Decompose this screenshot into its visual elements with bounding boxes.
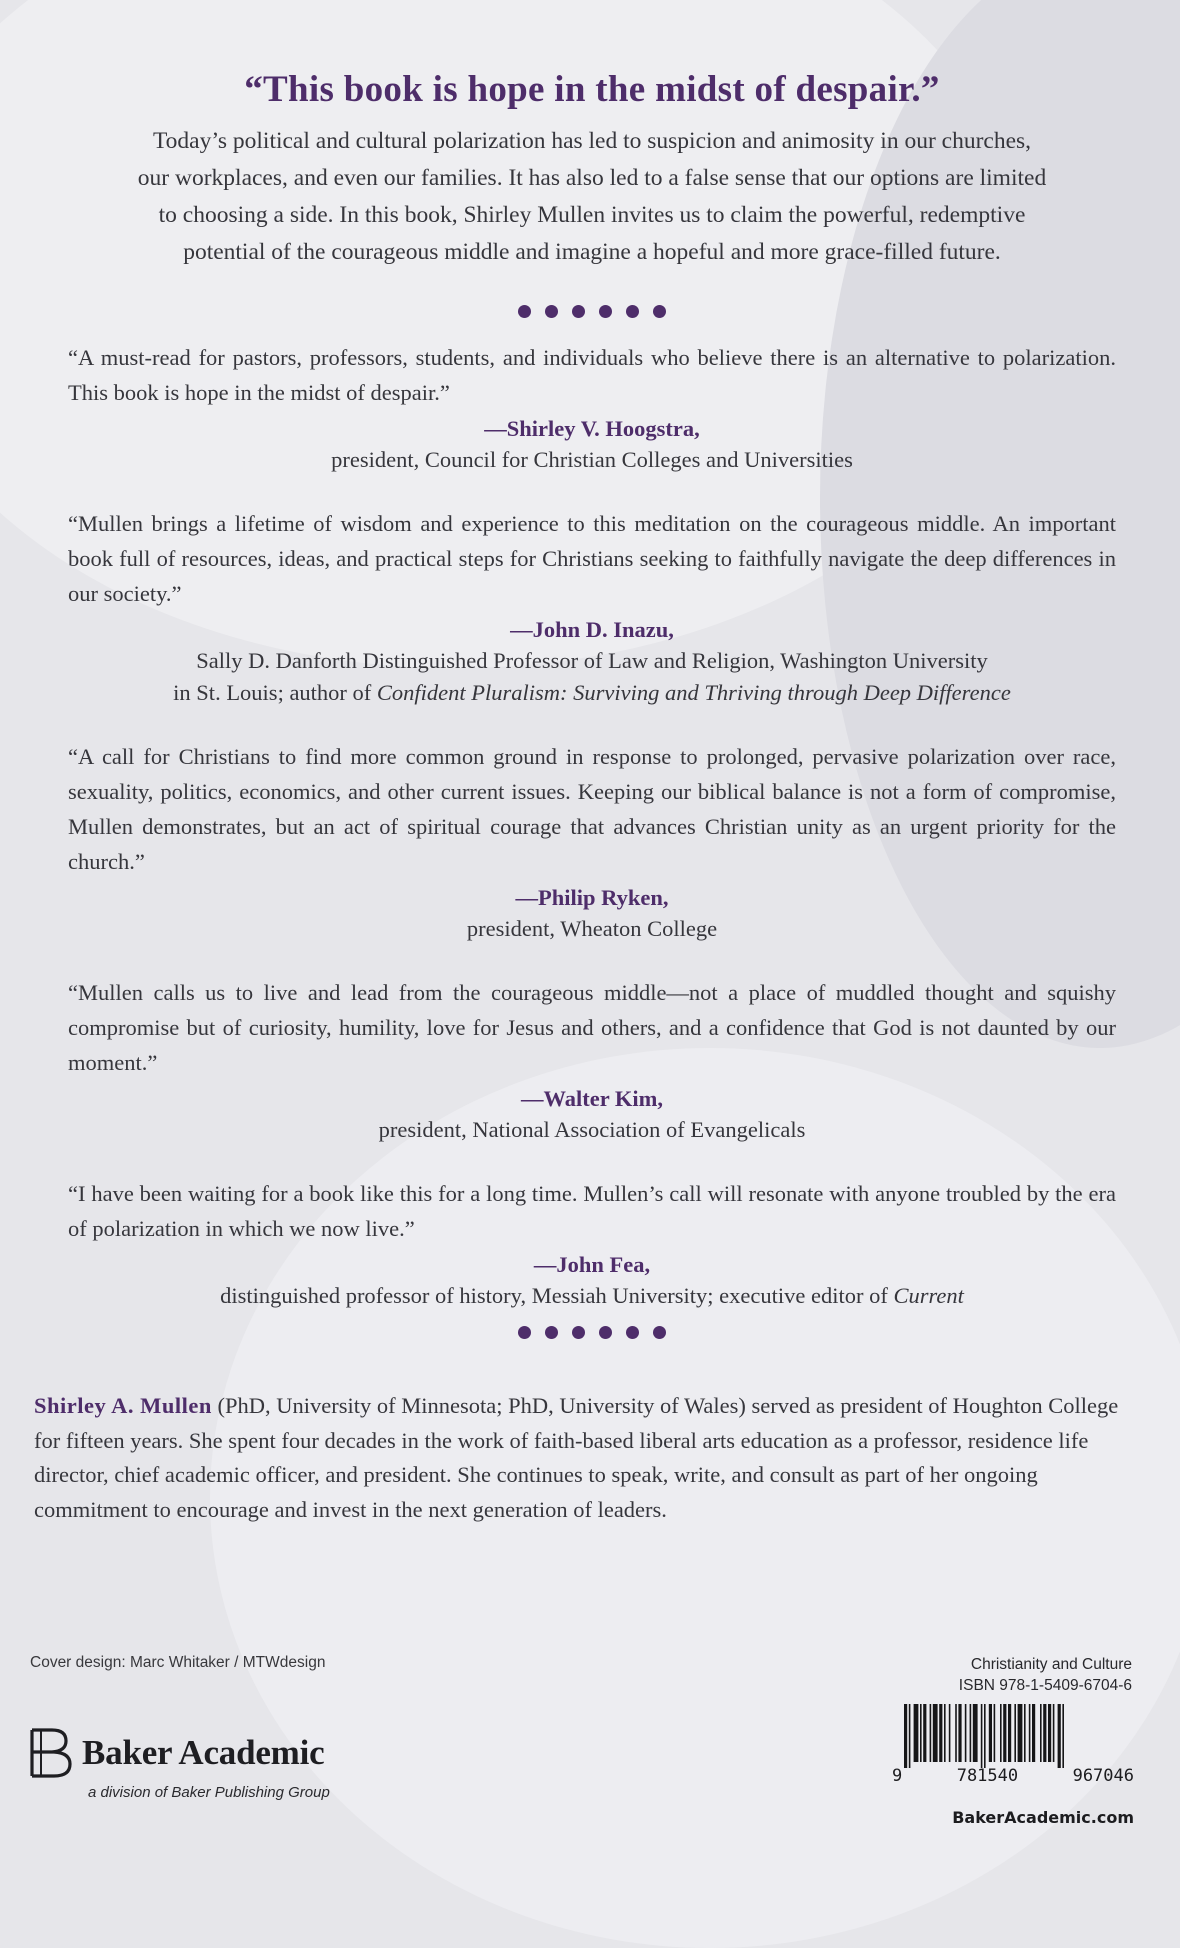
- publication-title: Current: [893, 1283, 964, 1308]
- divider-dots-icon: [68, 305, 1116, 318]
- endorsement-quote: “Mullen brings a lifetime of wisdom and experience to this meditation on the courageous middle. An important book full of resources, ideas, and practical steps for Christians seeking to faithfully navigate the deep differences in our society.”: [68, 511, 1116, 606]
- back-cover-content: [0, 68, 1180, 1527]
- headline: “This book is hope in the midst of despair.”: [244, 69, 940, 110]
- endorser-name: —Walter Kim,: [520, 1086, 664, 1111]
- endorsement: [68, 739, 1116, 945]
- endorsement: [68, 340, 1116, 476]
- endorser-title: president, National Association of Evangelicals: [378, 1117, 806, 1142]
- endorser-title: [68, 1280, 1116, 1312]
- endorser-name: —Shirley V. Hoogstra,: [484, 416, 700, 441]
- endorsement-quote: “A call for Christians to find more common ground in response to prolonged, pervasive polarization over race, sexuality, politics, economics, and other current issues. Keeping our biblical balance is not a form of compromise, Mullen demonstrates, but an act of spiritual courage that advances Christian unity as an urgent priority for the church.”: [68, 744, 1116, 874]
- endorser-name: —Philip Ryken,: [515, 885, 669, 910]
- intro-line: potential of the courageous middle and imagine a hopeful and more grace-filled future.: [183, 239, 1001, 265]
- divider-dots-icon: [68, 1326, 1116, 1339]
- endorser-title-line: Sally D. Danforth Distinguished Professor of Law and Religion, Washington University: [196, 648, 988, 673]
- intro-line: our workplaces, and even our families. It has also led to a false sense that our options are limited: [137, 165, 1047, 191]
- endorsement: [68, 975, 1116, 1146]
- author-bio: [34, 1389, 1144, 1527]
- endorser-title: president, Wheaton College: [466, 916, 718, 941]
- endorser-title-line: in St. Louis; author of: [173, 680, 377, 705]
- book-category: Christianity and Culture: [970, 1656, 1132, 1673]
- endorsement-quote: “Mullen calls us to live and lead from the courageous middle—not a place of muddled thought and squishy compromise but of curiosity, humility, love for Jesus and others, and a confidence that God is not daunted by our moment.”: [68, 980, 1116, 1075]
- endorser-name: —John D. Inazu,: [510, 617, 674, 642]
- publisher-name: Baker Academic: [82, 1733, 325, 1772]
- author-bio-text: (PhD, University of Minnesota; PhD, University of Wales) served as president of Houghton College for fifteen years. She spent four decades in the work of faith-based liberal arts education as a professor, residence life director, chief academic officer, and president. She continues to speak, write, and consult as part of her ongoing commitment to encourage and invest in the next generation of leaders.: [34, 1393, 1119, 1522]
- endorsement: [68, 1176, 1116, 1312]
- barcode-icon: [890, 1704, 1136, 1768]
- author-name: Shirley A. Mullen: [34, 1393, 212, 1418]
- baker-academic-logo-icon: [28, 1728, 76, 1778]
- publisher-logo: [28, 1728, 330, 1801]
- barcode-digits: [890, 1766, 1136, 1786]
- endorser-title: president, Council for Christian Colleges and Universities: [331, 447, 853, 472]
- endorsement: [68, 506, 1116, 709]
- barcode: [890, 1704, 1136, 1786]
- book-info: [959, 1654, 1132, 1696]
- endorser-title-text: distinguished professor of history, Messiah University; executive editor of: [220, 1283, 894, 1308]
- intro-line: Today’s political and cultural polarization has led to suspicion and animosity in our churches,: [152, 128, 1032, 154]
- barcode-digit-group: 9: [892, 1766, 903, 1786]
- publisher-subtitle: a division of Baker Publishing Group: [88, 1784, 330, 1801]
- book-title: Confident Pluralism: Surviving and Thriving through Deep Difference: [376, 680, 1011, 705]
- isbn-label: ISBN 978-1-5409-6704-6: [958, 1677, 1132, 1694]
- endorsement-quote: “I have been waiting for a book like this for a long time. Mullen’s call will resonate with anyone troubled by the era of polarization in which we now live.”: [68, 1181, 1116, 1241]
- cover-design-credit: Cover design: Marc Whitaker / MTWdesign: [30, 1654, 326, 1671]
- publisher-website: BakerAcademic.com: [952, 1808, 1134, 1827]
- endorser-name: —John Fea,: [533, 1252, 651, 1277]
- endorsement-quote: “A must-read for pastors, professors, students, and individuals who believe there is an alternative to polarization. This book is hope in the midst of despair.”: [68, 345, 1116, 405]
- barcode-digit-group: 781540: [956, 1766, 1019, 1786]
- intro-line: to choosing a side. In this book, Shirley Mullen invites us to claim the powerful, redemptive: [158, 202, 1026, 228]
- intro-paragraph: [68, 123, 1116, 271]
- endorser-title: [68, 645, 1116, 709]
- barcode-digit-group: 967046: [1072, 1766, 1134, 1786]
